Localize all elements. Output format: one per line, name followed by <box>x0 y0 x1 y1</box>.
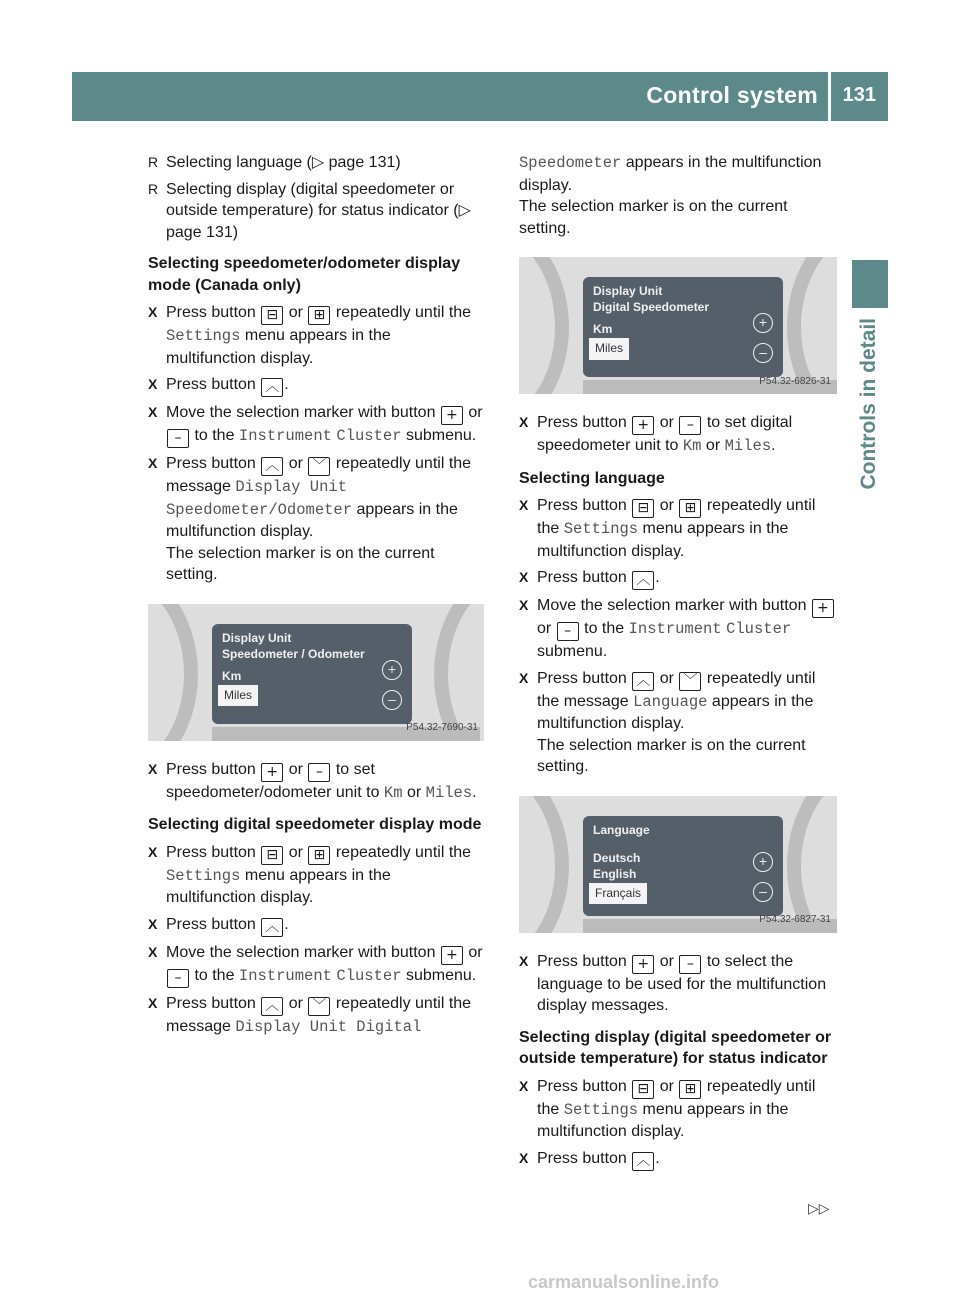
up-key-icon: ︿ <box>632 571 654 590</box>
display-text: Miles <box>425 783 473 802</box>
up-key-icon: ︿ <box>632 672 654 691</box>
instruction-step: X Press button ︿ or ﹀ repeatedly until the message Display Unit Digital <box>148 993 484 1039</box>
side-label-text: Controls in detail <box>857 318 880 490</box>
instruction-step: X Press button + or – to set digital speedometer unit to Km or Miles. <box>519 412 837 458</box>
up-key-icon: ︿ <box>261 457 283 476</box>
display-text: Settings <box>563 1100 639 1119</box>
section-heading: Selecting digital speedometer display mode <box>148 816 482 833</box>
display-text: Settings <box>563 520 639 538</box>
plus-key-icon: + <box>632 416 654 435</box>
display-text: Display Unit Digital <box>235 1017 422 1036</box>
minus-key-icon: – <box>308 763 330 782</box>
display-text: Instrument <box>238 966 332 985</box>
side-tab <box>852 260 888 308</box>
instruction-step: X Press button ⊟ or ⊞ repeatedly until the Settings menu appears in the multifunction display. <box>148 302 484 369</box>
plus-key-icon: + <box>441 406 463 425</box>
paragraph: Speedometer appears in the multifunction display. The selection marker is on the current setting. <box>519 154 822 237</box>
plus-key-icon: + <box>812 599 834 618</box>
bullet-item: R Selecting language (▷ page 131) <box>148 152 484 174</box>
instruction-step: X Press button ︿ . <box>519 567 837 590</box>
multifunction-display <box>583 816 783 916</box>
display-text: Instrument <box>628 620 722 638</box>
display-line: Language <box>593 822 650 837</box>
plus-circle-icon: + <box>753 852 773 872</box>
header-divider <box>828 72 831 121</box>
display-text: Cluster <box>336 966 402 985</box>
figure-code: P54.32-6827-31 <box>759 914 831 925</box>
page-header <box>72 72 888 121</box>
display-option-selected: Miles <box>589 338 629 360</box>
bullet-item: R Selecting display (digital speedometer or outside temperature) for status indicator (▷ page 131) <box>148 179 484 244</box>
menu-right-key-icon: ⊞ <box>308 306 330 325</box>
gauge-left <box>519 257 569 394</box>
minus-key-icon: – <box>557 622 579 641</box>
minus-key-icon: – <box>679 955 701 974</box>
menu-right-key-icon: ⊞ <box>679 499 701 518</box>
page-number: 131 <box>842 84 876 106</box>
instruction-step: X Press button ︿ or ﹀ repeatedly until the message Display Unit Speedometer/Odometer appears in the multifunction display. The selection marker is on the current setting. <box>148 453 484 586</box>
display-option: Km <box>593 322 613 336</box>
gauge-left <box>148 604 198 741</box>
menu-left-key-icon: ⊟ <box>261 846 283 865</box>
display-text: Speedometer/Odometer <box>166 500 353 519</box>
display-text: Miles <box>724 437 772 455</box>
side-label <box>853 318 889 658</box>
up-key-icon: ︿ <box>261 918 283 937</box>
instruction-step: X Press button ⊟ or ⊞ repeatedly until the Settings menu appears in the multifunction display. <box>519 1076 837 1143</box>
minus-circle-icon: – <box>382 690 402 710</box>
display-line: Speedometer / Odometer <box>222 646 365 661</box>
menu-right-key-icon: ⊞ <box>679 1080 701 1099</box>
instruction-step: X Move the selection marker with button + or – to the Instrument Cluster submenu. <box>148 942 484 988</box>
down-key-icon: ﹀ <box>308 997 330 1016</box>
instruction-step: X Press button + or – to set speedometer/odometer unit to Km or Miles. <box>148 759 484 805</box>
instruction-step: X Move the selection marker with button + or – to the Instrument Cluster submenu. <box>148 402 484 448</box>
section-heading: Selecting speedometer/odometer display mode (Canada only) <box>148 255 461 294</box>
section-title: Control system <box>646 82 818 108</box>
instruction-step: X Press button + or – to select the language to be used for the multifunction display messages. <box>519 951 837 1017</box>
plus-key-icon: + <box>441 946 463 965</box>
display-line: Display Unit <box>593 284 663 298</box>
instruction-step: X Press button ︿ . <box>148 374 484 397</box>
minus-key-icon: – <box>167 969 189 988</box>
menu-left-key-icon: ⊟ <box>632 1080 654 1099</box>
display-option-selected: Miles <box>218 685 258 707</box>
display-text: Cluster <box>336 427 402 445</box>
plus-key-icon: + <box>632 955 654 974</box>
multifunction-display <box>583 277 783 377</box>
display-line: Digital Speedometer <box>593 300 710 314</box>
instruction-step: X Move the selection marker with button + or – to the Instrument Cluster submenu. <box>519 595 837 663</box>
minus-key-icon: – <box>167 429 189 448</box>
down-key-icon: ﹀ <box>308 457 330 476</box>
display-option: Deutsch <box>593 850 641 865</box>
section-heading: Selecting display (digital speedometer or outside temperature) for status indicator <box>519 1028 832 1067</box>
menu-left-key-icon: ⊟ <box>632 499 654 518</box>
section-heading: Selecting language <box>519 469 665 487</box>
minus-key-icon: – <box>679 416 701 435</box>
plus-circle-icon: + <box>753 313 773 333</box>
display-figure <box>519 796 837 933</box>
display-option: Km <box>222 668 242 683</box>
instruction-step: X Press button ︿ or ﹀ repeatedly until the message Language appears in the multifunction display. The selection marker is on the current setting. <box>519 668 837 778</box>
display-figure <box>148 604 484 741</box>
multifunction-display <box>212 624 412 724</box>
display-text: Cluster <box>726 620 792 638</box>
menu-right-key-icon: ⊞ <box>308 846 330 865</box>
up-key-icon: ︿ <box>261 997 283 1016</box>
up-key-icon: ︿ <box>261 378 283 397</box>
instruction-step: X Press button ⊟ or ⊞ repeatedly until the Settings menu appears in the multifunction display. <box>148 842 484 909</box>
display-text: Settings <box>166 866 241 885</box>
display-option-selected: Français <box>589 883 647 905</box>
display-text: Language <box>633 692 708 711</box>
left-column <box>148 152 484 1043</box>
gauge-left <box>519 796 569 933</box>
plus-circle-icon: + <box>382 660 402 680</box>
instruction-step: X Press button ︿ . <box>519 1148 837 1171</box>
display-text: Instrument <box>238 427 332 445</box>
watermark: carmanualsonline.info <box>528 1272 720 1292</box>
up-key-icon: ︿ <box>632 1152 654 1171</box>
display-text: Km <box>682 437 702 455</box>
instruction-step: X Press button ⊟ or ⊞ repeatedly until the Settings menu appears in the multifunction display. <box>519 495 837 562</box>
display-text: Display Unit <box>235 478 347 496</box>
display-text: Settings <box>166 327 241 345</box>
display-figure <box>519 257 837 394</box>
instruction-step: X Press button ︿ . <box>148 914 484 937</box>
figure-code: P54.32-6826-31 <box>759 375 831 387</box>
display-option: English <box>593 866 637 881</box>
display-line: Display Unit <box>222 630 292 645</box>
plus-key-icon: + <box>261 763 283 782</box>
continued-icon: ▷▷ <box>808 1200 830 1216</box>
display-text: Km <box>383 783 403 802</box>
minus-circle-icon: – <box>753 882 773 902</box>
right-column <box>519 152 837 1176</box>
down-key-icon: ﹀ <box>679 672 701 691</box>
figure-code: P54.32-7690-31 <box>406 722 478 733</box>
menu-left-key-icon: ⊟ <box>261 306 283 325</box>
minus-circle-icon: – <box>753 343 773 363</box>
display-text: Speedometer <box>519 154 622 172</box>
